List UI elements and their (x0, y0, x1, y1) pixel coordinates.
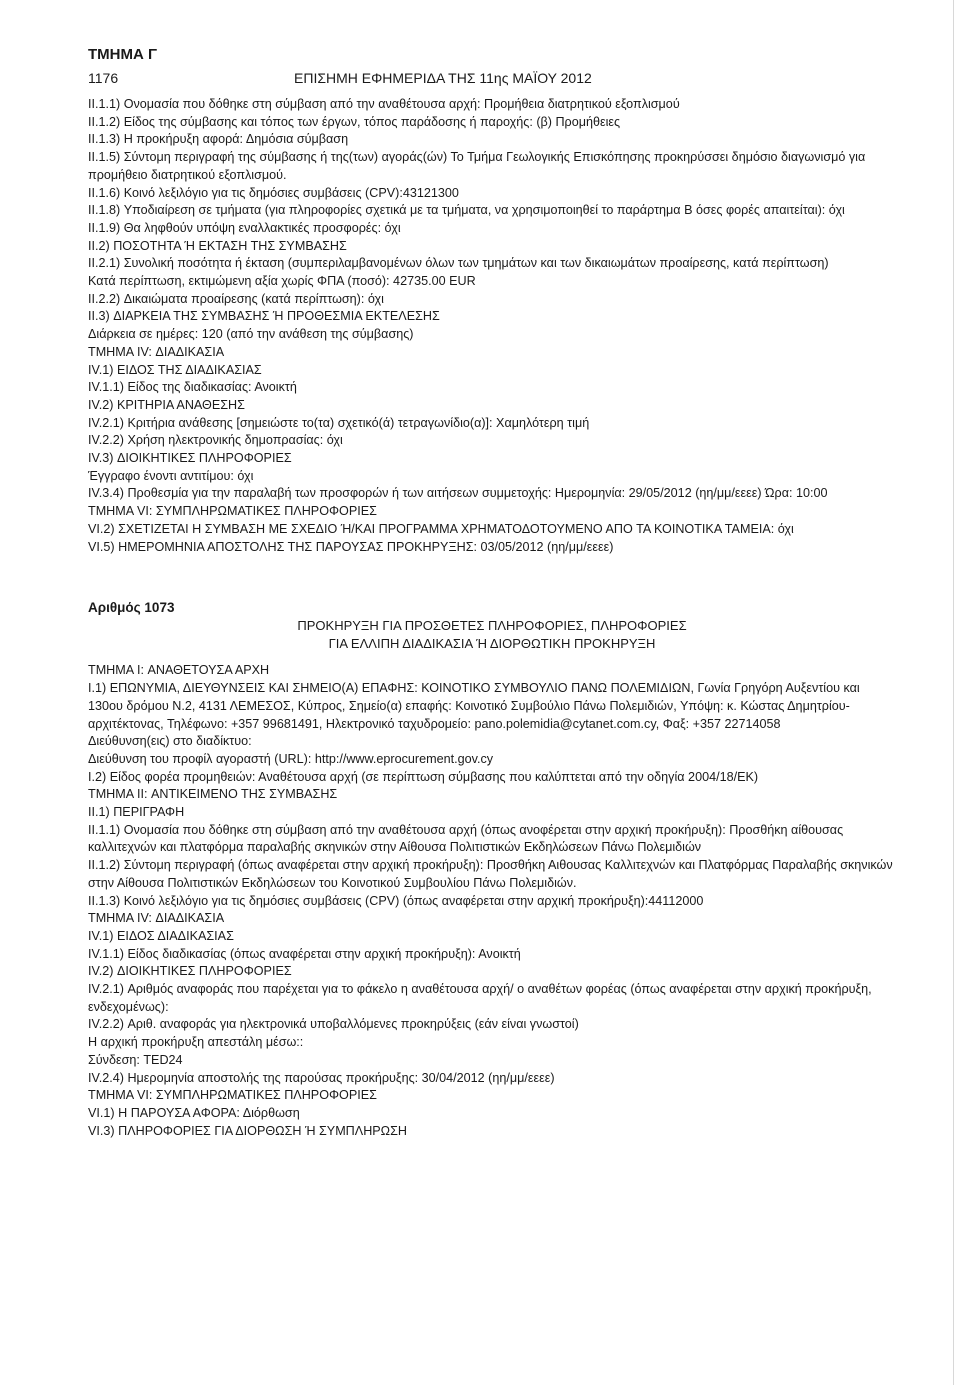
text-line: IV.2.2) Χρήση ηλεκτρονικής δημοπρασίας: όχι (88, 433, 343, 448)
text-line: IV.1.1) Είδος της διαδικασίας: Ανοικτή (88, 380, 297, 395)
text-line: ΤΜΗΜΑ IV: ΔΙΑΔΙΚΑΣΙΑ (88, 911, 225, 926)
text-line: II.1.3) Η προκήρυξη αφορά: Δημόσια σύμβαση (88, 132, 349, 147)
text-line: IV.3) ΔΙΟΙΚΗΤΙΚΕΣ ΠΛΗΡΟΦΟΡΙΕΣ (88, 451, 292, 466)
text-line: II.1) ΠΕΡΙΓΡΑΦΗ (88, 805, 185, 820)
text-line: VI.1) Η ΠΑΡΟΥΣΑ ΑΦΟΡΑ: Διόρθωση (88, 1105, 300, 1120)
page-edge-divider (953, 0, 954, 1385)
text-line: II.1.2) Είδος της σύμβασης και τόπος των έργων, τόπος παράδοσης ή παροχής: (β) Προμήθειες (88, 114, 621, 129)
text-line: IV.2) ΚΡΙΤΗΡΙΑ ΑΝΑΘΕΣΗΣ (88, 397, 245, 412)
text-line: II.1.9) Θα ληφθούν υπόψη εναλλακτικές προσφορές: όχι (88, 220, 401, 235)
text-line: ΤΜΗΜΑ I: ΑΝΑΘΕΤΟΥΣΑ ΑΡΧΗ (88, 663, 270, 678)
text-line: II.1.3) Κοινό λεξιλόγιο για τις δημόσιες συμβάσεις (CPV) (όπως αναφέρεται στην αρχική προκήρυξη):44112000 (88, 893, 704, 908)
text-paragraph: II.1.5) Σύντομη περιγραφή της σύμβασης ή της(των) αγοράς(ών) Το Τμήμα Γεωλογικής Επισκόπησης προκηρύσσει δημόσιο διαγωνισμό για προμήθειο διατρητικού εξοπλισμού. (88, 150, 866, 182)
text-line: Κατά περίπτωση, εκτιμώμενη αξία χωρίς ΦΠΑ (ποσό): 42735.00 EUR (88, 274, 476, 289)
text-line: IV.2.1) Κριτήρια ανάθεσης [σημειώστε το(τα) σχετικό(ά) τετραγωνίδιο(α)]: Χαμηλότερη τιμή (88, 415, 590, 430)
notice-title-line1: ΠΡΟΚΗΡΥΞΗ ΓΙΑ ΠΡΟΣΘΕΤΕΣ ΠΛΗΡΟΦΟΡΙΕΣ, ΠΛΗΡΟΦΟΡΙΕΣ (297, 617, 687, 633)
text-line: Διεύθυνση του προφίλ αγοραστή (URL): http://www.eprocurement.gov.cy (88, 751, 494, 766)
text-line: II.2) ΠΟΣΟΤΗΤΑ Ή ΕΚΤΑΣΗ ΤΗΣ ΣΥΜΒΑΣΗΣ (88, 238, 347, 253)
text-line: Η αρχική προκήρυξη απεστάλη μέσω:: (88, 1035, 304, 1050)
text-paragraph: IV.2.1) Αριθμός αναφοράς που παρέχεται για το φάκελο η αναθέτουσα αρχή/ ο αναθέτων φορέας (όπως αναφέρεται στην αρχική προκήρυξη, ενδεχομένως): (88, 982, 872, 1014)
text-line: II.2.2) Δικαιώματα προαίρεσης (κατά περίπτωση): όχι (88, 291, 384, 306)
text-line: Διεύθυνση(εις) στο διαδίκτυο: (88, 734, 252, 749)
text-line: VI.5) ΗΜΕΡΟΜΗΝΙΑ ΑΠΟΣΤΟΛΗΣ ΤΗΣ ΠΑΡΟΥΣΑΣ ΠΡΟΚΗΡΥΞΗΣ: 03/05/2012 (ηη/μμ/εεεε) (88, 539, 614, 554)
text-line: Έγγραφο ένοντι αντιτίμου: όχι (88, 468, 254, 483)
text-line: ΤΜΗΜΑ VI: ΣΥΜΠΛΗΡΩΜΑΤΙΚΕΣ ΠΛΗΡΟΦΟΡΙΕΣ (88, 504, 377, 519)
notice-number: Αριθμός 1073 (88, 600, 175, 616)
text-line: VI.3) ΠΛΗΡΟΦΟΡΙΕΣ ΓΙΑ ΔΙΟΡΘΩΣΗ Ή ΣΥΜΠΛΗΡΩΣΗ (88, 1123, 407, 1138)
text-paragraph: I.1) ΕΠΩΝΥΜΙΑ, ΔΙΕΥΘΥΝΣΕΙΣ ΚΑΙ ΣΗΜΕΙΟ(Α) ΕΠΑΦΗΣ: ΚΟΙΝΟΤΙΚΟ ΣΥΜΒΟΥΛΙΟ ΠΑΝΩ ΠΟΛΕΜΙΔΙΩΝ, Γωνία Γρηγόρη Αυξεντίου και 130ου δρόμου Ν.2, 4131 ΛΕΜΕΣΟΣ, Κύπρος, Σημείο(α) επαφής: Κοινοτικό Συμβούλιο Πάνω Πολεμιδιών, Υπόψη: κ. Κώστας Δημητρίου-αρχιτέκτονας, Τηλέφωνο: +357 99681491, Ηλεκτρονικό ταχυδρομείο: pano.polemidia@cytanet.com.cy, Φαξ: +357 22714058 (88, 681, 860, 731)
text-line: IV.1) ΕΙΔΟΣ ΔΙΑΔΙΚΑΣΙΑΣ (88, 928, 234, 943)
spacer (88, 652, 896, 662)
text-line: ΤΜΗΜΑ II: ΑΝΤΙΚΕΙΜΕΝΟ ΤΗΣ ΣΥΜΒΑΣΗΣ (88, 787, 338, 802)
section-title: ΤΜΗΜΑ Γ (88, 46, 158, 63)
text-line: IV.1) ΕΙΔΟΣ ΤΗΣ ΔΙΑΔΙΚΑΣΙΑΣ (88, 362, 262, 377)
text-line: IV.2.4) Ημερομηνία αποστολής της παρούσας προκήρυξης: 30/04/2012 (ηη/μμ/εεεε) (88, 1070, 555, 1085)
text-line: ΤΜΗΜΑ IV: ΔΙΑΔΙΚΑΣΙΑ (88, 344, 225, 359)
text-paragraph: II.1.1) Ονομασία που δόθηκε στη σύμβαση από την αναθέτουσα αρχή (όπως ανοφέρεται στην αρχική προκήρυξη): Προσθήκη αίθουσας καλλιτεχνών και πλατφόρμα παραλαβής σκηνικών στην Αίθουσα Πολιτιστικών Εκδηλώσεων Πάνω Πολεμιδιών (88, 822, 844, 855)
text-line: IV.2.2) Αριθ. αναφοράς για ηλεκτρονικά υποβαλλόμενες προκηρύξεις (εάν είναι γνωστοί) (88, 1017, 579, 1032)
text-line: Διάρκεια σε ημέρες: 120 (από την ανάθεση της σύμβασης) (88, 327, 414, 342)
page-header (88, 70, 592, 86)
notice-title-line2: ΓΙΑ ΕΛΛΙΠΗ ΔΙΑΔΙΚΑΣΙΑ Ή ΔΙΟΡΘΩΤΙΚΗ ΠΡΟΚΗΡΥΞΗ (328, 635, 656, 651)
text-line: II.3) ΔΙΑΡΚΕΙΑ ΤΗΣ ΣΥΜΒΑΣΗΣ Ή ΠΡΟΘΕΣΜΙΑ ΕΚΤΕΛΕΣΗΣ (88, 309, 440, 324)
text-column (88, 96, 896, 1140)
text-line: I.2) Είδος φορέα προμηθειών: Αναθέτουσα αρχή (σε περίπτωση σύμβασης που καλύπτεται από την οδηγία 2004/18/ΕΚ) (88, 769, 759, 784)
text-line: II.1.1) Ονομασία που δόθηκε στη σύμβαση από την αναθέτουσα αρχή: Προμήθεια διατρητικού εξοπλισμού (88, 97, 680, 111)
text-paragraph: II.2.1) Συνολική ποσότητα ή έκταση (συμπεριλαμβανομένων όλων των τμημάτων και των δικαιωμάτων προαίρεσης, κατά περίπτωση) (88, 256, 829, 271)
text-paragraph: II.1.8) Υποδιαίρεση σε τμήματα (για πληροφορίες σχετικά με τα τμήματα, να χρησιμοποιηθεί το παράρτημα Β όσες φορές απαιτείται): όχι (88, 203, 845, 218)
page-number: 1176 (88, 70, 119, 86)
text-paragraph: IV.3.4) Προθεσμία για την παραλαβή των προσφορών ή των αιτήσεων συμμετοχής: Ημερομηνία: 29/05/2012 (ηη/μμ/εεεε) Ώρα: 10:00 (88, 486, 828, 501)
text-line: II.1.6) Κοινό λεξιλόγιο για τις δημόσιες συμβάσεις (CPV):43121300 (88, 185, 459, 200)
gazette-title: ΕΠΙΣΗΜΗ ΕΦΗΜΕΡΙΔΑ ΤΗΣ 11ης ΜΑΪΟΥ 2012 (294, 70, 592, 86)
text-line: Σύνδεση: TED24 (88, 1052, 183, 1067)
text-paragraph: VI.2) ΣΧΕΤΙΖΕΤΑΙ Η ΣΥΜΒΑΣΗ ΜΕ ΣΧΕΔΙΟ Ή/ΚΑΙ ΠΡΟΓΡΑΜΜΑ ΧΡΗΜΑΤΟΔΟΤΟΥΜΕΝΟ ΑΠΟ ΤΑ ΚΟΙΝΟΤΙΚΑ ΤΑΜΕΙΑ: όχι (88, 521, 794, 536)
text-paragraph: II.1.2) Σύντομη περιγραφή (όπως αναφέρεται στην αρχική προκήρυξη): Προσθήκη Αιθουσας Καλλιτεχνών και Πλατφόρμας Παραλαβής σκηνικών στην Αίθουσα Πολιτιστικών Εκδηλώσεων του Κοινοτικού Συμβουλίου Πάνω Πολεμιδιών. (88, 858, 893, 890)
spacer (88, 556, 896, 599)
text-line: IV.1.1) Είδος διαδικασίας (όπως αναφέρεται στην αρχική προκήρυξη): Ανοικτή (88, 946, 521, 961)
text-line: ΤΜΗΜΑ VI: ΣΥΜΠΛΗΡΩΜΑΤΙΚΕΣ ΠΛΗΡΟΦΟΡΙΕΣ (88, 1088, 377, 1103)
text-line: IV.2) ΔΙΟΙΚΗΤΙΚΕΣ ΠΛΗΡΟΦΟΡΙΕΣ (88, 964, 292, 979)
